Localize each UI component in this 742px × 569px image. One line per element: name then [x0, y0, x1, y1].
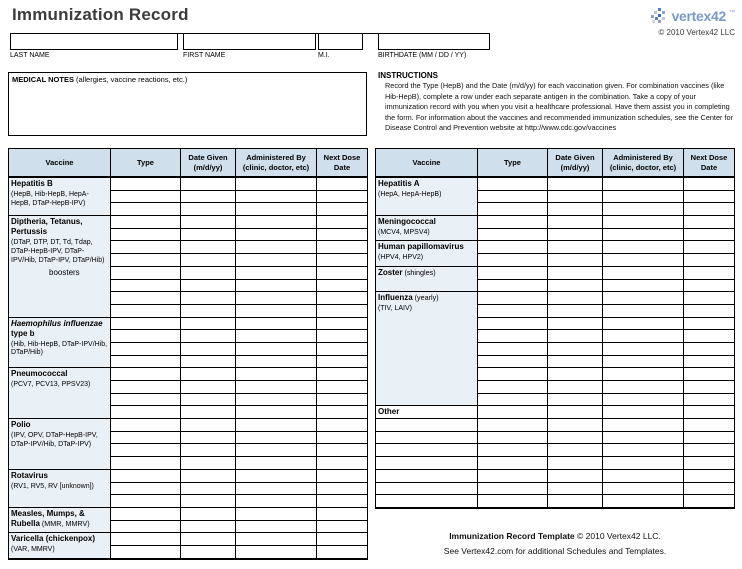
- column-header-date-given: Date Given (m/d/yy): [181, 149, 236, 178]
- entry-cell-administered-by[interactable]: [236, 546, 317, 559]
- entry-cell-administered-by[interactable]: [603, 229, 684, 242]
- entry-cell-date-given[interactable]: [548, 432, 603, 445]
- entry-cell-date-given[interactable]: [548, 254, 603, 267]
- entry-cell-date-given[interactable]: [181, 292, 236, 305]
- entry-cell-date-given[interactable]: [548, 318, 603, 331]
- entry-cell-administered-by[interactable]: [236, 470, 317, 483]
- last-name-label: LAST NAME: [10, 52, 50, 59]
- entry-cell-administered-by[interactable]: [236, 318, 317, 331]
- entry-cell-next-dose[interactable]: [317, 318, 367, 331]
- entry-cell-next-dose[interactable]: [684, 444, 734, 457]
- entry-cell-date-given[interactable]: [548, 381, 603, 394]
- entry-cell-date-given[interactable]: [181, 343, 236, 356]
- entry-cell-type[interactable]: [111, 191, 181, 204]
- entry-cell-date-given[interactable]: [181, 483, 236, 496]
- vaccine-label-cell: Hepatitis A (HepA, HepA-HepB): [376, 178, 478, 216]
- entry-cell-administered-by[interactable]: [236, 280, 317, 293]
- entry-cell-type[interactable]: [111, 457, 181, 470]
- entry-cell-date-given[interactable]: [548, 470, 603, 483]
- middle-initial-field-group: [318, 33, 363, 59]
- instructions-heading: INSTRUCTIONS: [378, 71, 438, 80]
- entry-cell-date-given[interactable]: [181, 330, 236, 343]
- column-header-administered-by: Administered By (clinic, doctor, etc): [236, 149, 317, 178]
- entry-cell-next-dose[interactable]: [684, 178, 734, 191]
- entry-cell-date-given[interactable]: [181, 457, 236, 470]
- vaccine-label-cell: Haemophilus influenzae type b (Hib, Hib-HepB, DTaP-IPV/Hib, DTaP/Hib): [9, 318, 111, 369]
- entry-cell-type[interactable]: [478, 470, 548, 483]
- entry-cell-next-dose[interactable]: [684, 381, 734, 394]
- entry-cell-date-given[interactable]: [181, 318, 236, 331]
- page-title: Immunization Record: [12, 5, 189, 24]
- vaccine-open-cell[interactable]: [376, 444, 478, 457]
- entry-cell-next-dose[interactable]: [317, 305, 367, 318]
- entry-cell-type[interactable]: [111, 444, 181, 457]
- birthdate-input[interactable]: [378, 33, 490, 50]
- entry-cell-next-dose[interactable]: [684, 241, 734, 254]
- entry-cell-type[interactable]: [478, 483, 548, 496]
- vaccine-label-cell: Meningococcal (MCV4, MPSV4): [376, 216, 478, 241]
- entry-cell-administered-by[interactable]: [236, 419, 317, 432]
- entry-cell-type[interactable]: [111, 254, 181, 267]
- entry-cell-administered-by[interactable]: [236, 394, 317, 407]
- entry-cell-administered-by[interactable]: [236, 533, 317, 546]
- entry-cell-type[interactable]: [478, 178, 548, 191]
- entry-cell-type[interactable]: [111, 381, 181, 394]
- vaccine-open-cell[interactable]: [376, 457, 478, 470]
- entry-cell-next-dose[interactable]: [317, 356, 367, 369]
- entry-cell-administered-by[interactable]: [236, 444, 317, 457]
- entry-cell-type[interactable]: [478, 432, 548, 445]
- entry-cell-date-given[interactable]: [181, 216, 236, 229]
- entry-cell-type[interactable]: [111, 305, 181, 318]
- entry-cell-next-dose[interactable]: [317, 394, 367, 407]
- entry-cell-next-dose[interactable]: [317, 470, 367, 483]
- entry-cell-type[interactable]: [111, 343, 181, 356]
- entry-cell-type[interactable]: [111, 508, 181, 521]
- entry-cell-date-given[interactable]: [548, 229, 603, 242]
- entry-cell-administered-by[interactable]: [603, 432, 684, 445]
- entry-cell-date-given[interactable]: [181, 419, 236, 432]
- entry-cell-next-dose[interactable]: [317, 178, 367, 191]
- medical-notes-label: MEDICAL NOTES: [12, 75, 74, 84]
- entry-cell-type[interactable]: [111, 229, 181, 242]
- trademark-symbol: ™: [729, 10, 735, 16]
- entry-cell-date-given[interactable]: [548, 495, 603, 508]
- entry-cell-administered-by[interactable]: [236, 495, 317, 508]
- vaccine-label-cell: Measles, Mumps, & Rubella (MMR, MMRV): [9, 508, 111, 533]
- entry-cell-next-dose[interactable]: [317, 483, 367, 496]
- entry-cell-administered-by[interactable]: [236, 368, 317, 381]
- entry-cell-date-given[interactable]: [548, 394, 603, 407]
- entry-cell-next-dose[interactable]: [684, 457, 734, 470]
- entry-cell-type[interactable]: [111, 546, 181, 559]
- entry-cell-next-dose[interactable]: [317, 406, 367, 419]
- entry-cell-type[interactable]: [111, 356, 181, 369]
- entry-cell-administered-by[interactable]: [236, 216, 317, 229]
- entry-cell-next-dose[interactable]: [317, 521, 367, 534]
- left-vaccine-table: [8, 148, 368, 560]
- entry-cell-next-dose[interactable]: [317, 533, 367, 546]
- entry-cell-administered-by[interactable]: [603, 191, 684, 204]
- entry-cell-next-dose[interactable]: [317, 254, 367, 267]
- column-header-vaccine: Vaccine: [376, 149, 478, 178]
- entry-cell-next-dose[interactable]: [317, 267, 367, 280]
- entry-cell-type[interactable]: [478, 381, 548, 394]
- first-name-field-group: [183, 33, 316, 59]
- vaccine-label-cell: Polio (IPV, OPV, DTaP-HepB-IPV, DTaP-IPV/Hib, DTaP-IPV): [9, 419, 111, 470]
- entry-cell-date-given[interactable]: [181, 305, 236, 318]
- entry-cell-type[interactable]: [478, 241, 548, 254]
- footer-line2: See Vertex42.com for additional Schedules and Templates.: [443, 545, 667, 556]
- entry-cell-administered-by[interactable]: [236, 241, 317, 254]
- entry-cell-next-dose[interactable]: [317, 216, 367, 229]
- entry-cell-type[interactable]: [111, 533, 181, 546]
- last-name-input[interactable]: [10, 33, 178, 50]
- entry-cell-administered-by[interactable]: [236, 191, 317, 204]
- middle-initial-input[interactable]: [318, 33, 363, 50]
- entry-cell-next-dose[interactable]: [684, 318, 734, 331]
- column-header-type: Type: [478, 149, 548, 178]
- entry-cell-date-given[interactable]: [548, 330, 603, 343]
- entry-cell-next-dose[interactable]: [684, 254, 734, 267]
- entry-cell-next-dose[interactable]: [684, 191, 734, 204]
- entry-cell-administered-by[interactable]: [603, 330, 684, 343]
- header-copyright: © 2010 Vertex42 LLC: [658, 28, 735, 37]
- entry-cell-date-given[interactable]: [181, 394, 236, 407]
- entry-cell-date-given[interactable]: [181, 470, 236, 483]
- entry-cell-next-dose[interactable]: [684, 280, 734, 293]
- entry-cell-administered-by[interactable]: [603, 318, 684, 331]
- entry-cell-administered-by[interactable]: [236, 483, 317, 496]
- vaccine-label-cell: Pneumococcal (PCV7, PCV13, PPSV23): [9, 368, 111, 419]
- entry-cell-administered-by[interactable]: [236, 267, 317, 280]
- footer-line1: Immunization Record Template © 2010 Vertex42 LLC.: [449, 531, 661, 541]
- entry-cell-administered-by[interactable]: [603, 419, 684, 432]
- entry-cell-administered-by[interactable]: [236, 406, 317, 419]
- entry-cell-next-dose[interactable]: [684, 419, 734, 432]
- last-name-field-group: [10, 33, 178, 59]
- vaccine-label-cell: Zoster (shingles): [376, 267, 478, 292]
- entry-cell-date-given[interactable]: [548, 267, 603, 280]
- instructions-body: Record the Type (HepB) and the Date (m/d/yy) for each vaccination given. For combination vaccines (like Hib-HepB), complete a row under each separate antigen in the combination. Take a copy of your immunization record with you when you visit a healthcare professional. Have them assist you in completing the form. For information about the vaccines and recommended immunization schedules, see the Center for Disease Control and Prevention website at http://www.cdc.gov/vaccines: [385, 81, 733, 133]
- entry-cell-date-given[interactable]: [181, 521, 236, 534]
- entry-cell-next-dose[interactable]: [317, 457, 367, 470]
- entry-cell-type[interactable]: [111, 241, 181, 254]
- entry-cell-next-dose[interactable]: [317, 229, 367, 242]
- entry-cell-next-dose[interactable]: [684, 495, 734, 508]
- entry-cell-date-given[interactable]: [181, 356, 236, 369]
- entry-cell-date-given[interactable]: [181, 368, 236, 381]
- entry-cell-type[interactable]: [478, 444, 548, 457]
- entry-cell-next-dose[interactable]: [684, 470, 734, 483]
- entry-cell-administered-by[interactable]: [603, 216, 684, 229]
- column-header-next-dose: Next Dose Date: [317, 149, 367, 178]
- entry-cell-date-given[interactable]: [181, 241, 236, 254]
- entry-cell-next-dose[interactable]: [684, 406, 734, 419]
- entry-cell-type[interactable]: [111, 330, 181, 343]
- entry-cell-type[interactable]: [478, 406, 548, 419]
- entry-cell-administered-by[interactable]: [236, 229, 317, 242]
- entry-cell-next-dose[interactable]: [684, 292, 734, 305]
- vertex42-logo-icon: [651, 8, 669, 24]
- entry-cell-administered-by[interactable]: [236, 178, 317, 191]
- entry-cell-administered-by[interactable]: [603, 178, 684, 191]
- middle-initial-label: M.I.: [318, 52, 330, 59]
- entry-cell-administered-by[interactable]: [603, 457, 684, 470]
- entry-cell-date-given[interactable]: [548, 343, 603, 356]
- entry-cell-date-given[interactable]: [181, 495, 236, 508]
- entry-cell-administered-by[interactable]: [236, 203, 317, 216]
- entry-cell-date-given[interactable]: [548, 305, 603, 318]
- entry-cell-date-given[interactable]: [181, 267, 236, 280]
- column-header-date-given: Date Given (m/d/yy): [548, 149, 603, 178]
- entry-cell-type[interactable]: [478, 318, 548, 331]
- entry-cell-administered-by[interactable]: [603, 267, 684, 280]
- entry-cell-date-given[interactable]: [181, 546, 236, 559]
- vaccine-open-cell[interactable]: [376, 495, 478, 508]
- entry-cell-administered-by[interactable]: [236, 330, 317, 343]
- entry-cell-type[interactable]: [478, 292, 548, 305]
- vaccine-open-cell[interactable]: Other: [376, 406, 478, 419]
- entry-cell-next-dose[interactable]: [684, 305, 734, 318]
- entry-cell-administered-by[interactable]: [603, 444, 684, 457]
- entry-cell-next-dose[interactable]: [684, 432, 734, 445]
- entry-cell-type[interactable]: [111, 178, 181, 191]
- entry-cell-type[interactable]: [111, 267, 181, 280]
- first-name-label: FIRST NAME: [183, 52, 226, 59]
- entry-cell-administered-by[interactable]: [603, 470, 684, 483]
- entry-cell-type[interactable]: [478, 394, 548, 407]
- vaccine-label-cell: Influenza (yearly) (TIV, LAIV): [376, 292, 478, 406]
- vaccine-label-cell: Diptheria, Tetanus, Pertussis (DTaP, DTP, DT, Td, Tdap, DTaP-HepB-IPV, DTaP-IPV/Hib, DTaP-IPV, DTaP/Hib) boosters: [9, 216, 111, 318]
- entry-cell-next-dose[interactable]: [317, 495, 367, 508]
- entry-cell-type[interactable]: [478, 191, 548, 204]
- entry-cell-next-dose[interactable]: [684, 356, 734, 369]
- entry-cell-administered-by[interactable]: [236, 457, 317, 470]
- entry-cell-next-dose[interactable]: [684, 330, 734, 343]
- entry-cell-type[interactable]: [478, 203, 548, 216]
- column-header-next-dose: Next Dose Date: [684, 149, 734, 178]
- vaccine-label-cell: Varicella (chickenpox) (VAR, MMRV): [9, 533, 111, 558]
- entry-cell-administered-by[interactable]: [603, 381, 684, 394]
- entry-cell-date-given[interactable]: [548, 356, 603, 369]
- entry-cell-type[interactable]: [111, 394, 181, 407]
- vaccine-open-cell[interactable]: [376, 432, 478, 445]
- entry-cell-next-dose[interactable]: [317, 444, 367, 457]
- entry-cell-type[interactable]: [478, 368, 548, 381]
- entry-cell-administered-by[interactable]: [603, 368, 684, 381]
- vaccine-label-cell: Human papillomavirus (HPV4, HPV2): [376, 241, 478, 266]
- entry-cell-next-dose[interactable]: [317, 343, 367, 356]
- entry-cell-next-dose[interactable]: [317, 203, 367, 216]
- entry-cell-administered-by[interactable]: [603, 241, 684, 254]
- entry-cell-type[interactable]: [478, 457, 548, 470]
- entry-cell-administered-by[interactable]: [603, 495, 684, 508]
- entry-cell-type[interactable]: [478, 419, 548, 432]
- entry-cell-administered-by[interactable]: [603, 292, 684, 305]
- entry-cell-next-dose[interactable]: [317, 368, 367, 381]
- medical-notes-box[interactable]: [8, 72, 367, 136]
- entry-cell-administered-by[interactable]: [236, 381, 317, 394]
- entry-cell-date-given[interactable]: [181, 203, 236, 216]
- vaccine-open-cell[interactable]: [376, 483, 478, 496]
- first-name-input[interactable]: [183, 33, 316, 50]
- entry-cell-administered-by[interactable]: [236, 343, 317, 356]
- right-vaccine-table: [375, 148, 735, 509]
- entry-cell-date-given[interactable]: [181, 432, 236, 445]
- entry-cell-date-given[interactable]: [548, 203, 603, 216]
- entry-cell-next-dose[interactable]: [317, 546, 367, 559]
- entry-cell-administered-by[interactable]: [236, 356, 317, 369]
- entry-cell-date-given[interactable]: [548, 406, 603, 419]
- entry-cell-type[interactable]: [111, 280, 181, 293]
- entry-cell-type[interactable]: [478, 495, 548, 508]
- vaccine-open-cell[interactable]: [376, 470, 478, 483]
- entry-cell-date-given[interactable]: [548, 457, 603, 470]
- entry-cell-next-dose[interactable]: [317, 292, 367, 305]
- entry-cell-type[interactable]: [111, 495, 181, 508]
- entry-cell-administered-by[interactable]: [236, 432, 317, 445]
- entry-cell-next-dose[interactable]: [684, 483, 734, 496]
- entry-cell-type[interactable]: [478, 305, 548, 318]
- entry-cell-next-dose[interactable]: [684, 267, 734, 280]
- entry-cell-type[interactable]: [111, 216, 181, 229]
- entry-cell-administered-by[interactable]: [603, 343, 684, 356]
- entry-cell-administered-by[interactable]: [236, 508, 317, 521]
- vaccine-open-cell[interactable]: [376, 419, 478, 432]
- entry-cell-type[interactable]: [478, 280, 548, 293]
- entry-cell-type[interactable]: [111, 419, 181, 432]
- entry-cell-date-given[interactable]: [181, 191, 236, 204]
- entry-cell-type[interactable]: [478, 229, 548, 242]
- entry-cell-administered-by[interactable]: [236, 292, 317, 305]
- entry-cell-administered-by[interactable]: [236, 254, 317, 267]
- entry-cell-next-dose[interactable]: [317, 419, 367, 432]
- entry-cell-type[interactable]: [111, 318, 181, 331]
- entry-cell-date-given[interactable]: [181, 254, 236, 267]
- entry-cell-date-given[interactable]: [548, 280, 603, 293]
- column-header-type: Type: [111, 149, 181, 178]
- instructions-block: [378, 71, 735, 134]
- entry-cell-type[interactable]: [478, 267, 548, 280]
- entry-cell-administered-by[interactable]: [603, 254, 684, 267]
- birthdate-label: BIRTHDATE (MM / DD / YY): [378, 52, 467, 59]
- entry-cell-type[interactable]: [111, 203, 181, 216]
- column-header-vaccine: Vaccine: [9, 149, 111, 178]
- entry-cell-date-given[interactable]: [548, 444, 603, 457]
- vertex42-logo-text: vertex42: [671, 8, 726, 24]
- entry-cell-type[interactable]: [111, 483, 181, 496]
- entry-cell-next-dose[interactable]: [317, 381, 367, 394]
- entry-cell-administered-by[interactable]: [603, 203, 684, 216]
- entry-cell-next-dose[interactable]: [317, 280, 367, 293]
- entry-cell-administered-by[interactable]: [603, 483, 684, 496]
- entry-cell-administered-by[interactable]: [236, 521, 317, 534]
- entry-cell-date-given[interactable]: [548, 483, 603, 496]
- entry-cell-date-given[interactable]: [548, 419, 603, 432]
- entry-cell-next-dose[interactable]: [317, 191, 367, 204]
- entry-cell-type[interactable]: [111, 521, 181, 534]
- medical-notes-sublabel: (allergies, vaccine reactions, etc.): [73, 75, 188, 84]
- entry-cell-type[interactable]: [111, 406, 181, 419]
- entry-cell-next-dose[interactable]: [317, 432, 367, 445]
- entry-cell-next-dose[interactable]: [317, 330, 367, 343]
- entry-cell-date-given[interactable]: [181, 444, 236, 457]
- entry-cell-type[interactable]: [111, 432, 181, 445]
- entry-cell-next-dose[interactable]: [684, 343, 734, 356]
- brand-block: [651, 8, 735, 37]
- footer: [375, 529, 735, 559]
- entry-cell-date-given[interactable]: [548, 191, 603, 204]
- entry-cell-type[interactable]: [111, 292, 181, 305]
- entry-cell-next-dose[interactable]: [684, 216, 734, 229]
- entry-cell-type[interactable]: [478, 330, 548, 343]
- entry-cell-administered-by[interactable]: [603, 356, 684, 369]
- entry-cell-next-dose[interactable]: [684, 368, 734, 381]
- column-header-administered-by: Administered By (clinic, doctor, etc): [603, 149, 684, 178]
- entry-cell-type[interactable]: [478, 254, 548, 267]
- entry-cell-next-dose[interactable]: [317, 241, 367, 254]
- entry-cell-date-given[interactable]: [548, 368, 603, 381]
- vaccine-label-cell: Hepatitis B (HepB, Hib-HepB, HepA-HepB, DTaP-HepB-IPV): [9, 178, 111, 216]
- entry-cell-next-dose[interactable]: [684, 203, 734, 216]
- entry-cell-date-given[interactable]: [548, 178, 603, 191]
- entry-cell-administered-by[interactable]: [603, 280, 684, 293]
- entry-cell-type[interactable]: [478, 216, 548, 229]
- entry-cell-date-given[interactable]: [181, 406, 236, 419]
- vertex42-logo: [651, 8, 735, 24]
- vaccine-label-cell: Rotavirus (RV1, RV5, RV [unknown]): [9, 470, 111, 508]
- entry-cell-type[interactable]: [478, 356, 548, 369]
- entry-cell-date-given[interactable]: [548, 292, 603, 305]
- birthdate-field-group: [378, 33, 490, 59]
- entry-cell-date-given[interactable]: [181, 508, 236, 521]
- entry-cell-type[interactable]: [111, 368, 181, 381]
- entry-cell-next-dose[interactable]: [684, 394, 734, 407]
- entry-cell-next-dose[interactable]: [684, 229, 734, 242]
- entry-cell-next-dose[interactable]: [317, 508, 367, 521]
- entry-cell-date-given[interactable]: [181, 229, 236, 242]
- entry-cell-date-given[interactable]: [181, 178, 236, 191]
- entry-cell-administered-by[interactable]: [603, 394, 684, 407]
- entry-cell-administered-by[interactable]: [236, 305, 317, 318]
- entry-cell-type[interactable]: [478, 343, 548, 356]
- entry-cell-date-given[interactable]: [181, 533, 236, 546]
- entry-cell-date-given[interactable]: [548, 216, 603, 229]
- entry-cell-date-given[interactable]: [181, 280, 236, 293]
- entry-cell-date-given[interactable]: [548, 241, 603, 254]
- entry-cell-administered-by[interactable]: [603, 305, 684, 318]
- entry-cell-type[interactable]: [111, 470, 181, 483]
- entry-cell-date-given[interactable]: [181, 381, 236, 394]
- entry-cell-administered-by[interactable]: [603, 406, 684, 419]
